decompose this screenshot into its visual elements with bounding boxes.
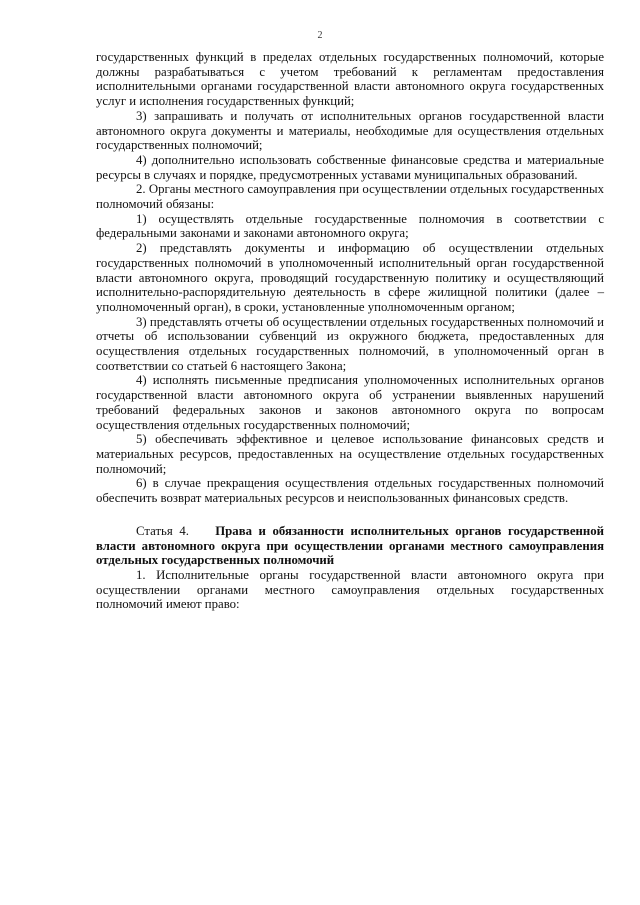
- paragraph-item-4: 4) дополнительно использовать собственные финансовые средства и материальные ресурсы в случаях и порядке, предусмотренных уставами муниципальных образований.: [96, 152, 604, 182]
- article-number: Статья 4.: [136, 523, 189, 538]
- paragraph-article-4-section-1: 1. Исполнительные органы государственной власти автономного округа при осуществлении органами местного самоуправления отдельных государственных полномочий имеют право:: [96, 567, 604, 612]
- page-number: 2: [317, 30, 323, 41]
- paragraph-continuation: государственных функций в пределах отдельных государственных полномочий, которые должны разрабатываться с учетом требований к регламентам предоставления исполнительными органами государственной власти автономного округа государственных услуг и исполнения государственных функций;: [96, 50, 604, 109]
- paragraph-duty-1: 1) осуществлять отдельные государственные полномочия в соответствии с федеральными законами и законами автономного округа;: [96, 211, 604, 241]
- paragraph-duty-3: 3) представлять отчеты об осуществлении отдельных государственных полномочий и отчеты об использовании субвенций из окружного бюджета, предоставленных для осуществления отдельных государственных полномочий, в уполномоченный орган в соответствии со статьей 6 настоящего Закона;: [96, 314, 604, 373]
- article-title: Права и обязанности исполнительных органов государственной власти автономного округа при осуществлении органами местного самоуправления отдельных государственных полномочий: [96, 523, 605, 568]
- paragraph-duty-6: 6) в случае прекращения осуществления отдельных государственных полномочий обеспечить возврат материальных ресурсов и неиспользованных финансовых средств.: [96, 476, 604, 506]
- paragraph-duty-4: 4) исполнять письменные предписания уполномоченных исполнительных органов государственной власти автономного округа об устранении выявленных нарушений требований федеральных законов и законов автономного округа по вопросам осуществления отдельных государственных полномочий;: [96, 373, 604, 432]
- paragraph-duty-5: 5) обеспечивать эффективное и целевое использование финансовых средств и материальных ресурсов, предоставленных на осуществление отдельных государственных полномочий;: [96, 432, 604, 476]
- paragraph-item-3: 3) запрашивать и получать от исполнительных органов государственной власти автономного округа документы и материалы, необходимые для осуществления отдельных государственных полномочий;: [96, 108, 604, 153]
- document-body: [96, 50, 604, 612]
- paragraph-section-2: 2. Органы местного самоуправления при осуществлении отдельных государственных полномочий обязаны:: [96, 182, 604, 212]
- paragraph-duty-2: 2) представлять документы и информацию об осуществлении отдельных государственных полномочий в уполномоченный исполнительный орган государственной власти автономного округа, проводящий государственную политику и осуществляющий исполнительно-распорядительную деятельность в сфере жилищной политики (далее – уполномоченный орган), в сроки, установленные уполномоченным органом;: [96, 241, 604, 314]
- article-heading: [96, 524, 604, 568]
